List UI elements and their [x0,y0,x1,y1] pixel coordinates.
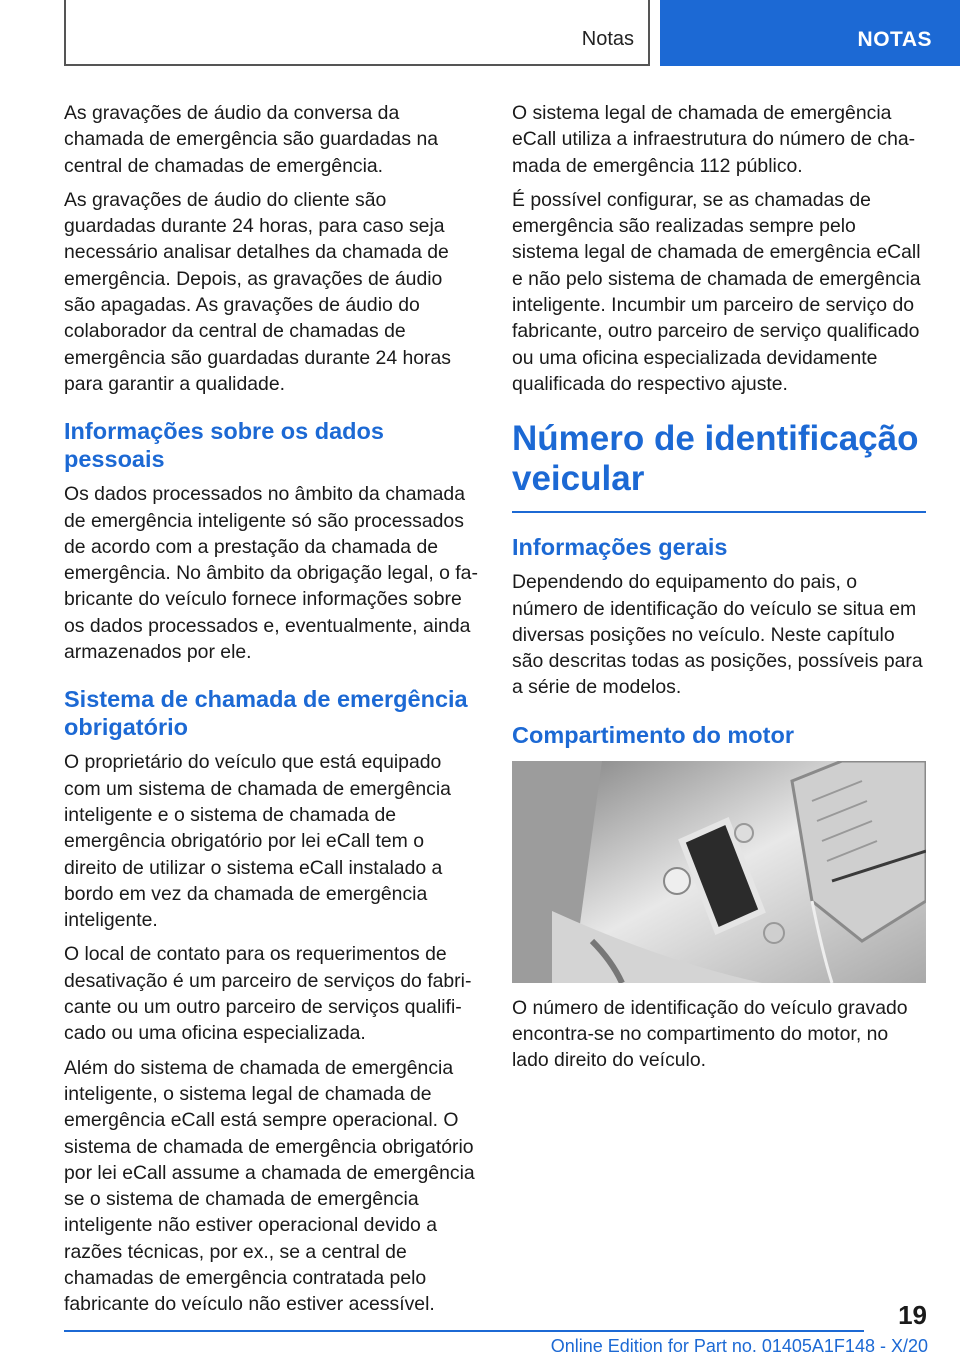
section-heading: Compartimento do motor [512,721,794,748]
section-heading: Informações gerais [512,534,728,561]
chapter-tab-label: NOTAS [857,28,932,51]
paragraph: Os dados processados no âmbito da chamada de emergência inteligente só são processados de acordo com a prestação da chamada de emergência. No âmbito da obrigação legal, o fabricante do veículo fornece informações sobre os dados processados e, eventualmente, ainda armazenados por ele. [64,483,478,664]
paragraph: Além do sistema de chamada de emergência inteligente, o sistema legal de chamada de emergência eCall está sempre operacional. O sistema de chamada de emergência obrigatório por lei eCall assume a chamada de emergência se o sistema de chamada de emergência inteligente não estiver operacional devido a razões técnicas, por ex., se a central de chamadas de emergência contratada pelo fabricante do veículo não estiver acessível. [64,1056,475,1316]
engine-compartment-photo [512,761,926,983]
chapter-title: Número de identificação veicular [512,419,926,513]
section-heading: Sistema de chamada de emergência obrigatório [64,686,468,741]
header-section-label: Notas [581,28,634,50]
page-header [0,0,960,66]
left-column [64,100,478,1326]
paragraph: Dependendo do equipamento do pais, o número de identificação do veículo se situa em diversas posições no veículo. Neste capítulo são descritas todas as posições, possíveis para a série de modelos. [512,571,923,699]
edition-footer: Online Edition for Part no. 01405A1F148 - X/20 [550,1336,928,1356]
footer-divider [64,1330,864,1332]
paragraph: O número de identificação do veículo gravado encontra-se no compartimento do motor, no lado direito do veículo. [512,996,908,1072]
page-number: 19 [898,1300,927,1330]
paragraph: O local de contato para os requerimentos de desativação é um parceiro de serviços do fabricante ou um outro parceiro de serviços qualificado ou uma oficina especializada. [64,943,472,1045]
paragraph: O sistema legal de chamada de emergência eCall utiliza a infraestrutura do número de chamada de emergência 112 público. [512,102,916,177]
paragraph: O proprietário do veículo que está equipado com um sistema de chamada de emergência inteligente e o sistema de chamada de emergência obrigatório por lei eCall tem o direito de utilizar o sistema eCall instalado a bordo em vez da chamada de emergência inteligente. [64,751,451,932]
paragraph: As gravações de áudio do cliente são guardadas durante 24 horas, para caso seja necessário analisar detalhes da chamada de emergência. Depois, as gravações de áudio são apagadas. As gravações de áudio do colaborador da central de chamadas de emergência são guardadas durante 24 horas para garantir a qualidade. [64,188,451,395]
chapter-tab [660,0,960,66]
paragraph: É possível configurar, se as chamadas de emergência são realizadas sempre pelo sistema legal de chamada de emergência eCall e não pelo sistema de chamada de emergência inteligente. Incumbir um parceiro de serviço do fabricante, outro parceiro de serviço qualificado ou uma oficina especializada devidamente qualificada do respectivo ajuste. [512,188,921,395]
paragraph: As gravações de áudio da conversa da chamada de emergência são guardadas na central de chamadas de emergência. [64,102,439,177]
right-column [512,100,926,1082]
section-heading: Informações sobre os dados pessoais [64,418,384,473]
engine-compartment-illustration [512,761,926,983]
